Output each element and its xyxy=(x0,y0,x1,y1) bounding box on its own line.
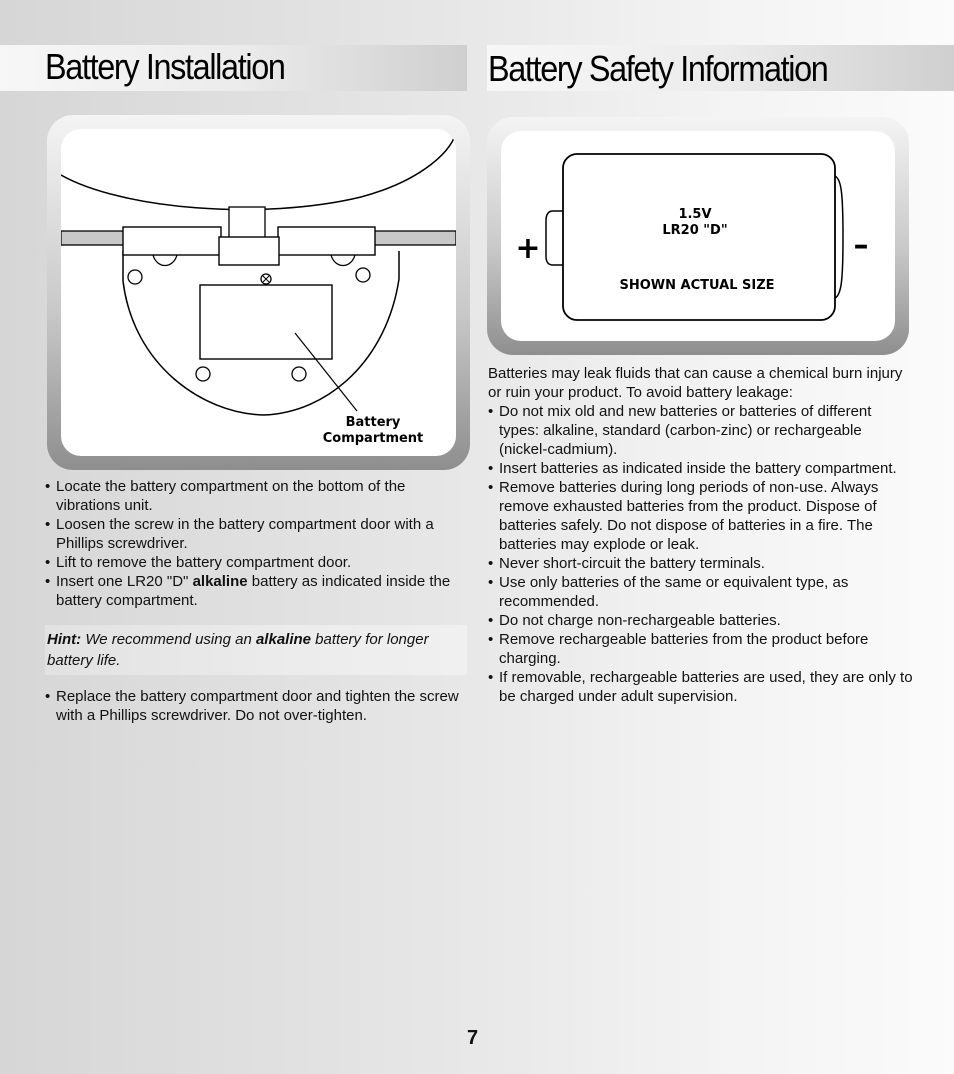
safety-item-text: Use only batteries of the same or equivalent type, as recommended. xyxy=(499,574,849,610)
battery-size-figure-panel xyxy=(487,117,909,355)
installation-step xyxy=(45,515,465,553)
battery-compartment-illustration xyxy=(61,129,456,456)
installation-step xyxy=(45,687,465,725)
battery-compartment-figure-panel xyxy=(47,115,470,470)
battery-voltage: 1.5V xyxy=(678,207,712,222)
battery-compartment-figure xyxy=(61,129,456,456)
page-number: 7 xyxy=(467,1027,479,1049)
step-text: Lift to remove the battery compartment door. xyxy=(56,554,352,571)
minus-terminal-label: – xyxy=(853,228,869,263)
battery-size-figure xyxy=(501,131,895,341)
safety-item xyxy=(488,611,913,630)
installation-title: Battery Installation xyxy=(45,46,285,87)
safety-intro: Batteries may leak fluids that can cause a chemical burn injury or ruin your product. To avoid battery leakage: xyxy=(488,365,903,401)
safety-item xyxy=(488,668,913,706)
figure-label-line1: Battery xyxy=(345,415,401,430)
safety-items xyxy=(488,402,913,706)
hint-box xyxy=(45,625,467,675)
battery-actual-size-caption: SHOWN ACTUAL SIZE xyxy=(619,278,775,293)
step-text: Loosen the screw in the battery compartment door with a Phillips screwdriver. xyxy=(56,516,434,552)
safety-title-bar xyxy=(487,45,954,91)
safety-title: Battery Safety Information xyxy=(488,48,828,89)
safety-item xyxy=(488,630,913,668)
step-text: Locate the battery compartment on the bottom of the vibrations unit. xyxy=(56,478,406,514)
safety-item-text: Never short-circuit the battery terminals. xyxy=(499,555,765,572)
safety-item xyxy=(488,478,913,554)
step-text-end: battery as indicated inside the battery compartment. xyxy=(56,573,451,609)
safety-item xyxy=(488,573,913,611)
figure-label-line2: Compartment xyxy=(322,431,424,446)
installation-final-steps xyxy=(45,687,465,725)
step-text-start: Insert one LR20 "D" xyxy=(56,573,193,590)
safety-item-text: Remove batteries during long periods of non-use. Always remove exhausted batteries from the product. Dispose of batteries safely. Do not dispose of batteries in a fire. The batteries may explode or leak. xyxy=(499,479,879,553)
installation-step xyxy=(45,477,465,515)
safety-item-text: Do not mix old and new batteries or batteries of different types: alkaline, standard (carbon-zinc) or rechargeable (nickel-cadmium). xyxy=(499,403,872,458)
d-battery-illustration xyxy=(501,131,895,341)
safety-item-text: Remove rechargeable batteries from the product before charging. xyxy=(499,631,869,667)
installation-step xyxy=(45,553,465,572)
installation-steps xyxy=(45,477,465,610)
hint-text-bold: alkaline xyxy=(255,631,312,648)
installation-step xyxy=(45,572,465,610)
step-text: Replace the battery compartment door and tighten the screw with a Phillips screwdriver. Do not over-tighten. xyxy=(56,688,459,724)
hint-text-start: We recommend using an xyxy=(81,631,256,648)
safety-item xyxy=(488,402,913,459)
safety-item xyxy=(488,459,913,478)
battery-type: LR20 "D" xyxy=(662,223,728,238)
step-text-bold: alkaline xyxy=(192,573,248,590)
safety-item-text: If removable, rechargeable batteries are used, they are only to be charged under adult supervision. xyxy=(499,669,913,705)
safety-item-text: Insert batteries as indicated inside the battery compartment. xyxy=(499,460,897,477)
hint-label: Hint: xyxy=(47,631,82,648)
installation-title-bar xyxy=(0,45,467,91)
safety-item-text: Do not charge non-rechargeable batteries. xyxy=(499,612,781,629)
hint-text-end: battery for longer battery life. xyxy=(47,631,429,669)
safety-item xyxy=(488,554,913,573)
plus-terminal-label: + xyxy=(515,231,541,266)
